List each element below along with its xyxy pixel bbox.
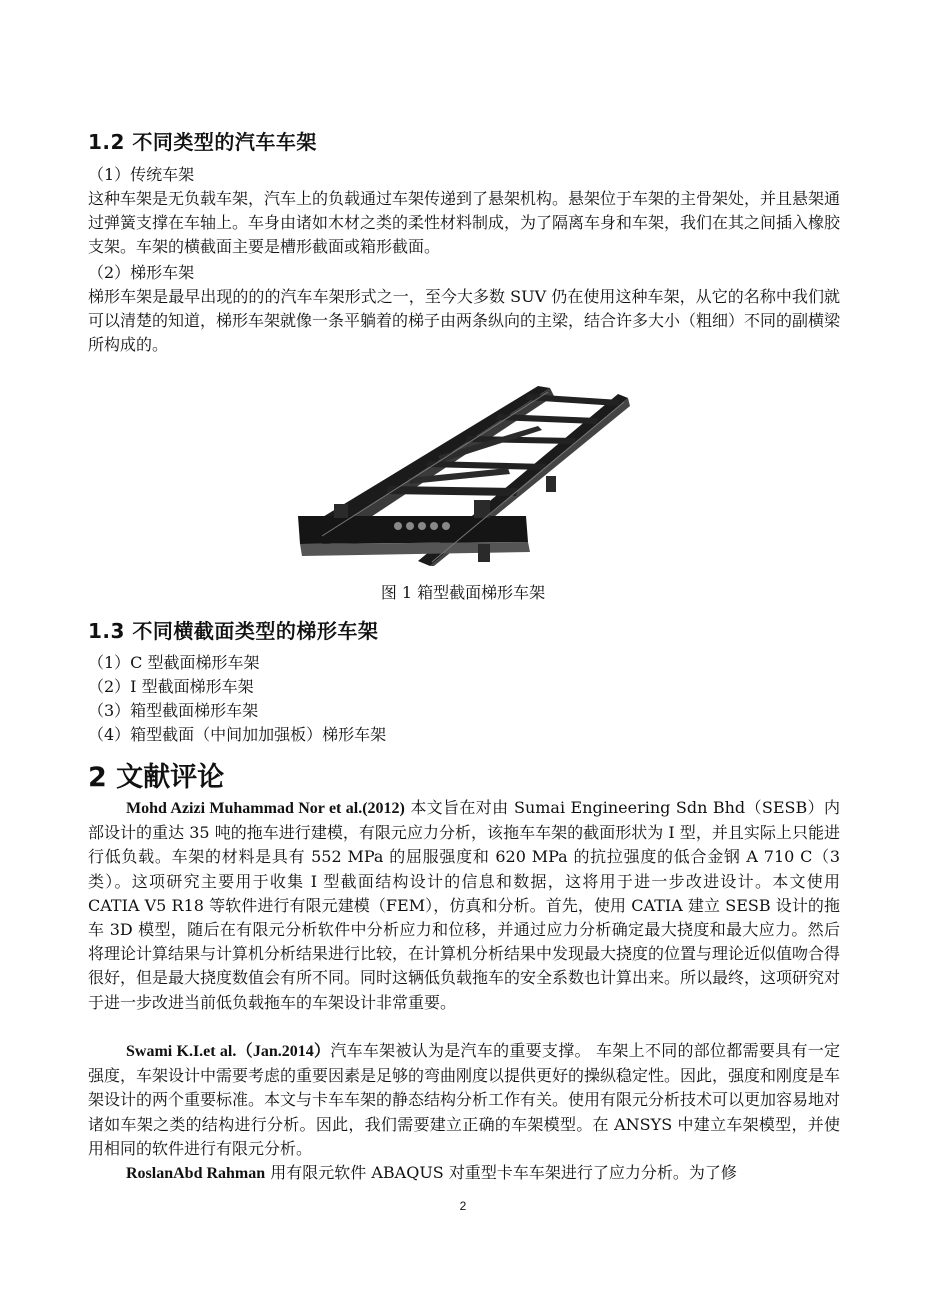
page-number: 2 [459,1199,467,1213]
review-text: 本文旨在对由 Sumai Engineering Sdn Bhd（SESB）内部设计的重达 35 吨的拖车进行建模，有限元应力分析，该拖车车架的截面形状为 I 型，并且实际上只能进行低负载。车架的材料是具有 552 MPa 的屈服强度和 620 MPa 的抗拉强度的低合金钢 A 710 C（3 类）。这项研究主要用于收集 I 型截面结构设计的信息和数据，这将用于进一步改进设计。本文使用 CATIA V5 R18 等软件进行有限元建模（FEM），仿真和分析。首先，使用 CATIA 建立 SESB 设计的拖车 3D 模型，随后在有限元分析软件中分析应力和位移，并通过应力分析确定最大挠度和最大应力。然后将理论计算结果与计算机分析结果进行比较，在计算机分析结果中发现最大挠度的位置与理论近似值吻合得很好，但是最大挠度数值会有所不同。同时这辆低负载拖车的安全系数也计算出来。所以最终，这项研究对于进一步改进当前低负载拖车的车架设计非常重要。 [88,798,841,1012]
figure-caption: 图 1 箱型截面梯形车架 [380,583,546,602]
paragraph-traditional-frame: 这种车架是无负载车架，汽车上的负载通过车架传递到了悬架机构。悬架位于车架的主骨架处，并且悬架通过弹簧支撑在车轴上。车身由诸如木材之类的柔性材料制成，为了隔离车身和车架，我们在其之间插入橡胶支架。车架的横截面主要是槽形截面或箱形截面。 [88,189,841,257]
section-heading-1-3: 1.3 不同横截面类型的梯形车架 [88,619,379,643]
paragraph-ladder-frame: 梯形车架是最早出现的的的汽车车架形式之一，至今大多数 SUV 仍在使用这种车架，从它的名称中我们就可以清楚的知道，梯形车架就像一条平躺着的梯子由两条纵向的主梁，结合许多大小（粗细）不同的副横梁所构成的。 [88,287,841,355]
list-item-ladder-frame: （2）梯形车架 [88,263,195,282]
section-heading-1-2: 1.2 不同类型的汽车车架 [88,130,317,154]
chassis-icon [298,366,632,566]
paragraph-review-roslan [88,1161,840,1186]
author-citation: Mohd Azizi Muhammad Nor et al.(2012) [126,800,405,817]
paragraph-review-swami [88,1039,840,1161]
list-item-c-section: （1）C 型截面梯形车架 [88,653,260,672]
review-text: 汽车车架被认为是汽车的重要支撑。 车架上不同的部位都需要具有一定强度，车架设计中需要考虑的重要因素是足够的弯曲刚度以提供更好的操纵稳定性。因此，强度和刚度是车架设计的两个重要标准。本文与卡车车架的静态结构分析工作有关。使用有限元分析技术可以更加容易地对诸如车架之类的结构进行分析。因此，我们需要建立正确的车架模型。在 ANSYS 中建立车架模型，并使用相同的软件进行有限元分析。 [88,1041,841,1158]
section-heading-2: 2 文献评论 [88,762,225,793]
list-item-i-section: （2）I 型截面梯形车架 [88,677,254,696]
list-item-traditional-frame: （1）传统车架 [88,165,195,184]
ladder-frame-chassis-photo [298,366,632,566]
author-citation: RoslanAbd Rahman [126,1165,266,1182]
list-item-box-section: （3）箱型截面梯形车架 [88,701,259,720]
paragraph-review-mohd [88,796,840,1015]
review-text: 用有限元软件 ABAQUS 对重型卡车车架进行了应力分析。为了修 [265,1163,737,1182]
list-item-box-reinforced-section: （4）箱型截面（中间加加强板）梯形车架 [88,725,387,744]
author-citation: Swami K.I.et al.（Jan.2014） [126,1043,331,1060]
